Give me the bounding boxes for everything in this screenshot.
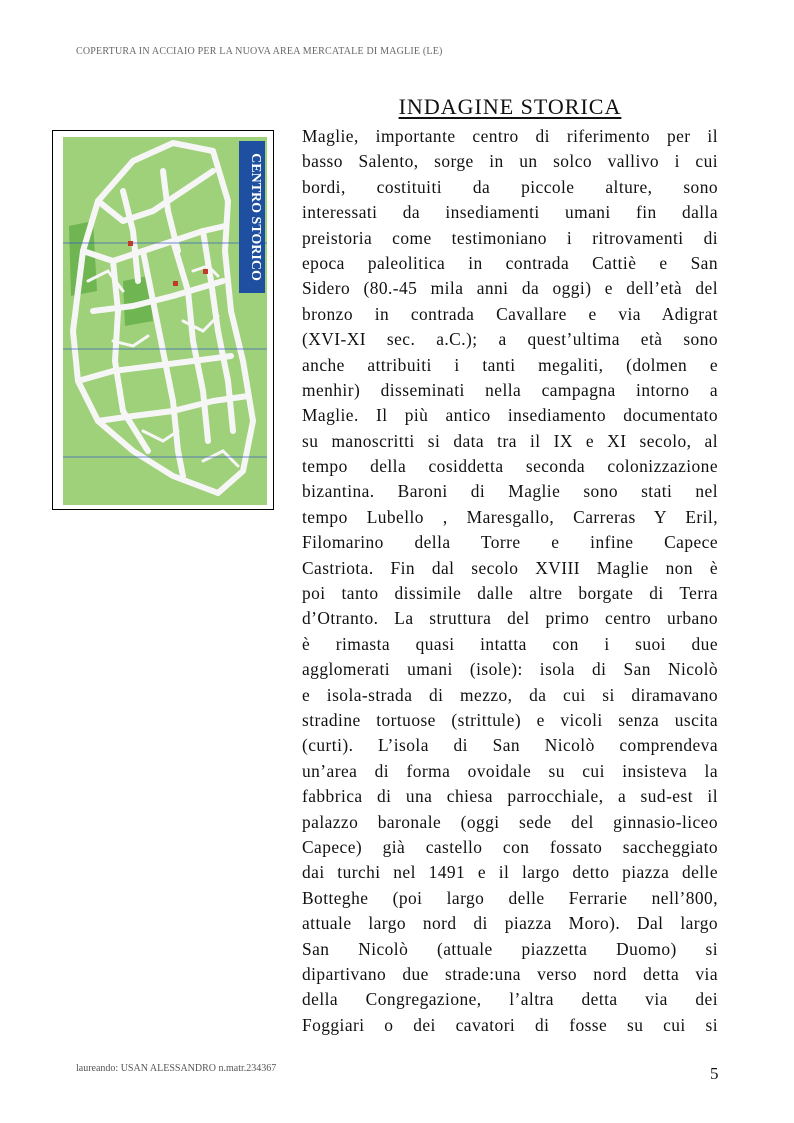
text-line: poi tanto dissimile dalle altre borgate di Terra xyxy=(302,583,718,604)
text-line: bizantina. Baroni di Maglie sono stati nel xyxy=(302,481,718,502)
text-line: Maglie. Il più antico insediamento documentato xyxy=(302,405,718,426)
text-line: anche attribuiti i tanti megaliti, (dolmen e xyxy=(302,354,718,375)
footer-author: laureando: USAN ALESSANDRO n.matr.234367 xyxy=(76,1063,277,1074)
historic-center-map xyxy=(52,130,274,510)
text-line: basso Salento, sorge in un solco vallivo i cui xyxy=(302,151,718,172)
section-title: INDAGINE STORICA xyxy=(398,94,622,119)
text-line: su manoscritti si data tra il IX e XI secolo, al xyxy=(302,430,718,451)
text-line: tempo della cosiddetta seconda colonizzazione xyxy=(302,456,718,477)
map-graphic xyxy=(53,131,275,511)
text-line: e isola-strada di mezzo, da cui si diramavano xyxy=(302,684,718,705)
text-line: fabbrica di una chiesa parrocchiale, a sud-est il xyxy=(302,786,718,807)
text-line: San Nicolò (attuale piazzetta Duomo) si xyxy=(302,938,718,959)
text-line: della Congregazione, l’altra detta via dei xyxy=(302,989,718,1010)
text-line: epoca paleolitica in contrada Cattiè e San xyxy=(302,252,718,273)
text-line: (curti). L’isola di San Nicolò comprendeva xyxy=(302,735,718,756)
text-line: d’Otranto. La struttura del primo centro urbano xyxy=(302,608,718,629)
text-line: agglomerati umani (isole): isola di San Nicolò xyxy=(302,659,718,680)
map-label: CENTRO STORICO xyxy=(248,153,263,281)
text-line: Castriota. Fin dal secolo XVIII Maglie non è xyxy=(302,557,718,578)
text-line: dipartivano due strade:una verso nord detta via xyxy=(302,963,718,984)
page-number: 5 xyxy=(710,1064,719,1083)
text-line: bordi, costituiti da piccole alture, sono xyxy=(302,176,718,197)
text-line: preistoria come testimoniano i ritrovamenti di xyxy=(302,227,718,248)
text-line: Foggiari o dei cavatori di fosse su cui si xyxy=(302,1014,718,1035)
text-line: stradine tortuose (strittule) e vicoli senza uscita xyxy=(302,709,718,730)
text-line: dai turchi nel 1491 e il largo detto piazza delle xyxy=(302,862,718,883)
text-line: Botteghe (poi largo delle Ferrarie nell’800, xyxy=(302,887,718,908)
text-line: Sidero (80.-45 mila anni da oggi) e dell’età del xyxy=(302,278,718,299)
text-line: Capece) già castello con fossato saccheggiato xyxy=(302,836,718,857)
body-paragraph xyxy=(302,124,718,1038)
running-header: COPERTURA IN ACCIAIO PER LA NUOVA AREA MERCATALE DI MAGLIE (LE) xyxy=(76,46,443,57)
text-line: palazzo baronale (oggi sede del ginnasio-liceo xyxy=(302,811,718,832)
text-line: (XVI-XI sec. a.C.); a quest’ultima età sono xyxy=(302,329,718,350)
text-line: menhir) disseminati nella campagna intorno a xyxy=(302,379,718,400)
text-line: Filomarino della Torre e infine Capece xyxy=(302,532,718,553)
text-line: interessati da insediamenti umani fin dalla xyxy=(302,202,718,223)
text-line: bronzo in contrada Cavallare e via Adigrat xyxy=(302,303,718,324)
text-line: un’area di forma ovoidale su cui insisteva la xyxy=(302,760,718,781)
text-line: Maglie, importante centro di riferimento per il xyxy=(302,126,718,146)
text-line: è rimasta quasi intatta con i suoi due xyxy=(302,633,718,654)
text-line: attuale largo nord di piazza Moro). Dal largo xyxy=(302,913,718,934)
text-line: tempo Lubello , Maresgallo, Carreras Y Eril, xyxy=(302,506,718,527)
